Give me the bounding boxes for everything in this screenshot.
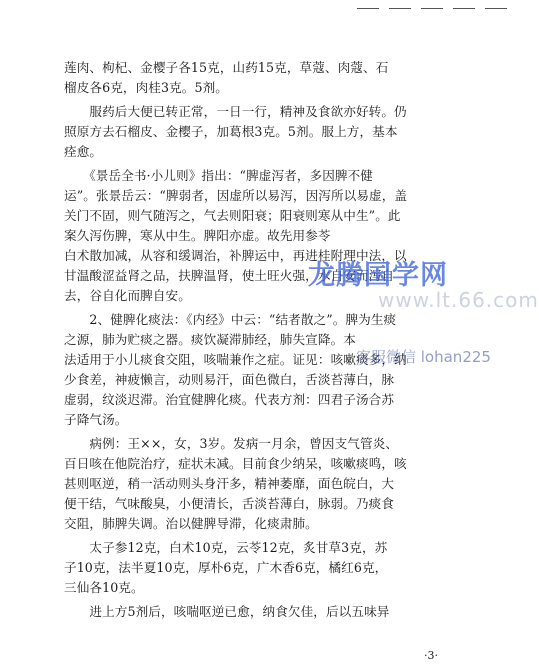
- text-line: 照原方去石榴皮、金樱子，加葛根3克。5剂。服上方，基本: [64, 124, 398, 139]
- text-line: 2、健脾化痰法：《内经》中云：“结者散之”。脾为生痰: [64, 312, 397, 327]
- watermark-wechat: 客服微信 lohan225: [356, 348, 491, 366]
- text-line: 关门不固，则气随泻之，气去则阳衰；阳衰则寒从中生”。此: [64, 208, 401, 223]
- text-line: 白术散加减，从容和缓调治，补脾运中，再进桂附理中法，以: [64, 248, 407, 263]
- text-line: 《景岳全书·小儿则》指出：“脾虚泻者，多因脾不健: [64, 168, 373, 183]
- text-line: 榴皮各6克，肉桂3克。5剂。: [64, 80, 228, 95]
- text-line: 莲肉、枸杞、金樱子各15克，山药15克，草蔻、肉蔻、石: [64, 60, 389, 75]
- text-line: 百日咳在他院治疗，症状未减。目前食少纳呆，咳嗽痰鸣，咳: [64, 456, 407, 471]
- text-line: 案久泻伤脾，寒从中生。脾阳亦虚。故先用参苓: [64, 228, 331, 243]
- text-line: 运”。张景岳云：“脾弱者，因虚所以易泻，因泻所以易虚，盖: [64, 188, 408, 203]
- edge-dash: [389, 8, 411, 9]
- watermark-url: www.lt.66.com: [378, 288, 539, 312]
- text-line: 便干结，气味酸臭，小便清长，舌淡苔薄白，脉弱。乃痰食: [64, 496, 395, 511]
- text-line: 去，谷自化而脾自安。: [64, 288, 191, 303]
- text-line: 病例：王××，女，3岁。发病一月余，曾因支气管炎、: [64, 436, 399, 451]
- edge-dash: [357, 8, 379, 9]
- text-line: 法适用于小儿痰食交阻，咳喘兼作之症。证见：咳嗽痰多，纳: [64, 352, 407, 367]
- watermark-title: 龙腾国学网: [308, 260, 448, 291]
- text-line: 交阻，肺脾失调。治以健脾导滞，化痰肃肺。: [64, 516, 318, 531]
- edge-dash: [421, 8, 443, 9]
- text-line: 之源，肺为贮痰之器。痰饮凝滞肺经，肺失宣降。本: [64, 332, 356, 347]
- text-line: 虚弱，纹淡迟滞。治宜健脾化痰。代表方剂：四君子汤合苏: [64, 392, 395, 407]
- text-line: 进上方5剂后，咳喘呕逆已愈，纳食欠佳，后以五味异: [64, 604, 390, 619]
- edge-dash: [453, 8, 475, 9]
- page-number: ·3·: [424, 649, 438, 662]
- text-line: 少食差，神疲懒言，动则易汗，面色微白，舌淡苔薄白，脉: [64, 372, 395, 387]
- text-line: 痊愈。: [64, 144, 103, 159]
- text-line: 三仙各10克。: [64, 580, 144, 595]
- text-line: 甘温酸涩益肾之品，扶脾温肾，使土旺火强，水自安而泻自: [64, 268, 395, 283]
- text-line: 子降气汤。: [64, 412, 128, 427]
- text-line: 甚则呕逆，稍一活动则头身汗多，精神萎靡，面色皖白，大: [64, 476, 395, 491]
- text-line: 子10克，法半夏10克，厚朴6克，广木香6克，橘红6克，: [64, 560, 388, 575]
- edge-dash: [485, 8, 507, 9]
- text-line: 服药后大便已转正常，一日一行，精神及食欲亦好转。仍: [64, 104, 407, 119]
- text-line: 太子参12克，白术10克，云苓12克，炙甘草3克，苏: [64, 540, 388, 555]
- top-edge-marks: [357, 8, 507, 9]
